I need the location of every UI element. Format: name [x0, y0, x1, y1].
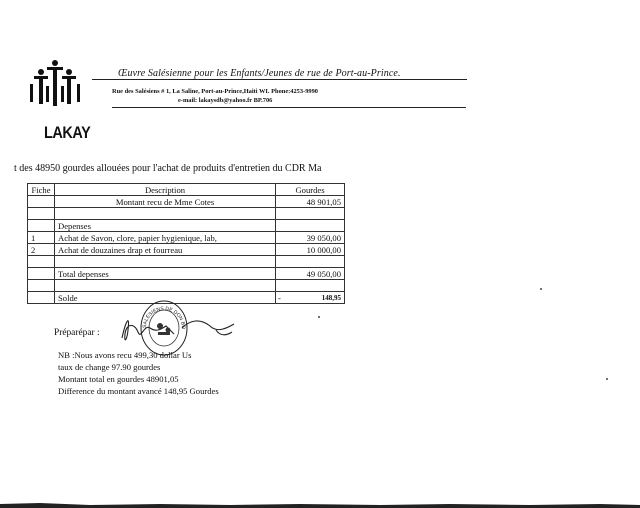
- table-row: [28, 196, 345, 208]
- note-line: Difference du montant avancé 148,95 Gourdes: [58, 386, 219, 396]
- table-row: [28, 244, 345, 256]
- cell-description: Achat de Savon, clore, papier hygienique, lab,: [55, 232, 276, 244]
- cell-description: Montant recu de Mme Cotes: [55, 196, 276, 208]
- cell-fiche: [28, 268, 55, 280]
- table-row: [28, 220, 345, 232]
- cell-fiche: [28, 208, 55, 220]
- cell-description: Solde: [55, 292, 276, 304]
- scan-speck: [318, 316, 320, 318]
- cell-description: Total depenses: [55, 268, 276, 280]
- cell-description: Depenses: [55, 220, 276, 232]
- col-header-description: Description: [55, 184, 276, 196]
- table-row: [28, 232, 345, 244]
- official-stamp: [138, 298, 190, 358]
- cell-gourdes: 48 901,05: [276, 196, 345, 208]
- table-row-total: [28, 268, 345, 280]
- cell-fiche: [28, 220, 55, 232]
- cell-fiche: 1: [28, 232, 55, 244]
- stamp-text: SALÉSIENS DE DON BO: [141, 305, 187, 330]
- col-header-gourdes: Gourdes: [276, 184, 345, 196]
- letterhead-rule-bottom: [112, 107, 466, 108]
- letterhead-email: e-mail: lakaysdb@yahoo.fr BP.706: [178, 97, 273, 104]
- letterhead-address: Rue des Salésiens # 1, La Saline, Port-au-Prince,Haiti WI. Phone:4253-9990: [112, 88, 318, 95]
- cell-fiche: [28, 196, 55, 208]
- scan-speck: [540, 288, 542, 290]
- cell-description: Achat de douzaines drap et fourreau: [55, 244, 276, 256]
- cell-description: [55, 208, 276, 220]
- table-row: [28, 208, 345, 220]
- cell-gourdes: 10 000,00: [276, 244, 345, 256]
- balance-sign: -: [278, 293, 281, 303]
- cell-gourdes: [276, 256, 345, 268]
- cell-fiche: [28, 280, 55, 292]
- cell-fiche: [28, 292, 55, 304]
- cell-description: [55, 256, 276, 268]
- letterhead-title: Œuvre Salésienne pour les Enfants/Jeunes de rue de Port-au-Prince.: [118, 68, 401, 79]
- prepared-by-label: Préparépar :: [54, 328, 100, 338]
- report-heading: t des 48950 gourdes allouées pour l'achat de produits d'entretien du CDR Ma: [14, 163, 322, 174]
- cell-gourdes: [276, 208, 345, 220]
- cell-gourdes: 49 050,00: [276, 268, 345, 280]
- table-header-row: [28, 184, 345, 196]
- note-line: Montant total en gourdes 48901,05: [58, 374, 179, 384]
- scan-edge-artifact: [0, 498, 640, 508]
- note-line: taux de change 97.90 gourdes: [58, 362, 161, 372]
- cell-gourdes: [276, 220, 345, 232]
- balance-value: 148,95: [321, 294, 341, 302]
- scan-speck: [606, 378, 608, 380]
- cell-gourdes: [276, 280, 345, 292]
- cell-fiche: [28, 256, 55, 268]
- brand-name: LAKAY: [44, 123, 91, 142]
- cell-gourdes: 39 050,00: [276, 232, 345, 244]
- note-line: NB :Nous avons recu 499,30 dollar Us: [58, 350, 192, 360]
- cell-description: [55, 280, 276, 292]
- cell-fiche: 2: [28, 244, 55, 256]
- expense-table: [27, 183, 345, 304]
- organization-logo: [26, 58, 84, 108]
- letterhead-rule-top: [92, 79, 467, 80]
- table-row: [28, 280, 345, 292]
- cell-gourdes: [276, 292, 345, 304]
- col-header-fiche: Fiche: [28, 184, 55, 196]
- table-row: [28, 256, 345, 268]
